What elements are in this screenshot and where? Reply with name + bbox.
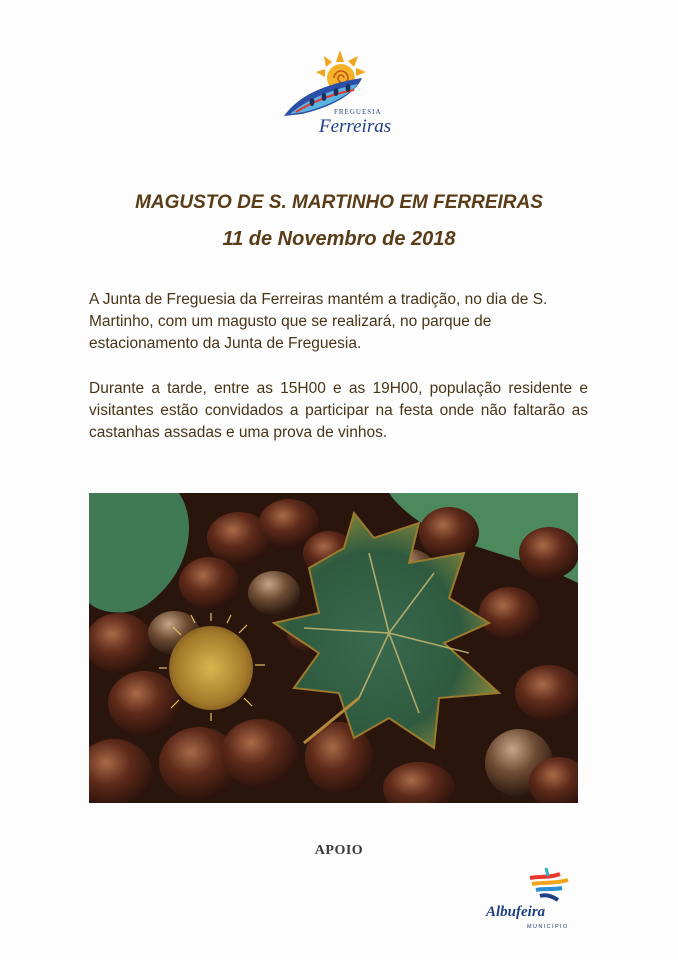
- albufeira-label: Albufeira: [486, 904, 546, 920]
- details-paragraph: Durante a tarde, entre as 15H00 e as 19H00, população residente e visitantes estão convidados a participar na festa onde não faltarão as castanhas assadas e uma prova de vinhos.: [89, 380, 588, 441]
- event-date: 11 de Novembro de 2018: [222, 228, 456, 250]
- albufeira-municipio-logo: [480, 866, 580, 936]
- ferreiras-label: Ferreiras: [319, 116, 392, 137]
- municipio-label: MUNICÍPIO: [527, 924, 569, 930]
- freguesia-ferreiras-logo: [276, 48, 396, 140]
- event-title: MAGUSTO DE S. MARTINHO EM FERREIRAS: [135, 192, 543, 213]
- support-label: APOIO: [314, 843, 364, 858]
- intro-paragraph: A Junta de Freguesia da Ferreiras mantém a tradição, no dia de S. Martinho, com um magusto que se realizará, no parque de estacionamento da Junta de Freguesia.: [89, 291, 548, 352]
- chestnuts-and-autumn-leaf-photo: [89, 493, 578, 803]
- freguesia-label: FREGUESIA: [334, 108, 382, 116]
- albufeira-star-icon: [526, 866, 572, 906]
